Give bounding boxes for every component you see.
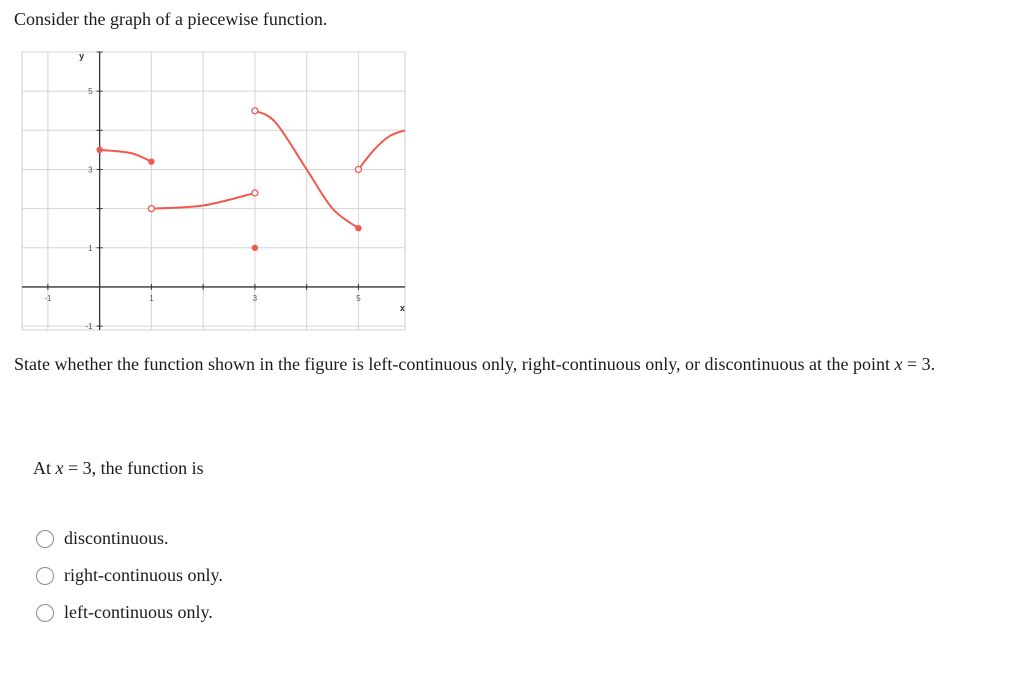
open-point	[252, 108, 258, 114]
option-left-continuous[interactable]	[36, 594, 223, 631]
intro-text: Consider the graph of a piecewise function.	[14, 9, 328, 29]
closed-point	[96, 147, 102, 153]
option-label: discontinuous.	[64, 528, 169, 548]
function-segment	[358, 130, 405, 169]
x-axis-label: x	[399, 302, 405, 313]
y-tick-label: 1	[88, 243, 93, 253]
y-tick-label: -1	[85, 322, 93, 332]
option-label: left-continuous only.	[64, 602, 213, 622]
option-label: right-continuous only.	[64, 565, 223, 585]
option-discontinuous[interactable]	[36, 520, 223, 557]
x-tick-label: 5	[356, 293, 361, 303]
chart-svg	[0, 44, 420, 344]
x-tick-label: -1	[44, 293, 52, 303]
x-tick-label: 1	[149, 293, 154, 303]
x-tick-label: 3	[252, 293, 258, 303]
radio-button[interactable]	[36, 604, 54, 622]
radio-button[interactable]	[36, 567, 54, 585]
open-point	[252, 190, 258, 196]
function-segment	[100, 150, 152, 162]
function-graph	[0, 44, 420, 344]
open-point	[355, 166, 361, 172]
answer-options	[36, 520, 223, 631]
y-tick-label: 5	[88, 87, 93, 97]
answer-prompt: At x = 3, the function is	[33, 458, 204, 478]
option-right-continuous[interactable]	[36, 557, 223, 594]
plot-border	[22, 52, 405, 330]
closed-point	[252, 245, 258, 251]
closed-point	[355, 225, 361, 231]
radio-button[interactable]	[36, 530, 54, 548]
closed-point	[148, 158, 154, 164]
question-text: State whether the function shown in the figure is left-continuous only, right-continuous only, or discontinuous at the point x = 3.	[14, 354, 936, 374]
open-point	[148, 206, 154, 212]
y-tick-label: 3	[88, 165, 93, 175]
y-axis-label: y	[79, 51, 85, 61]
